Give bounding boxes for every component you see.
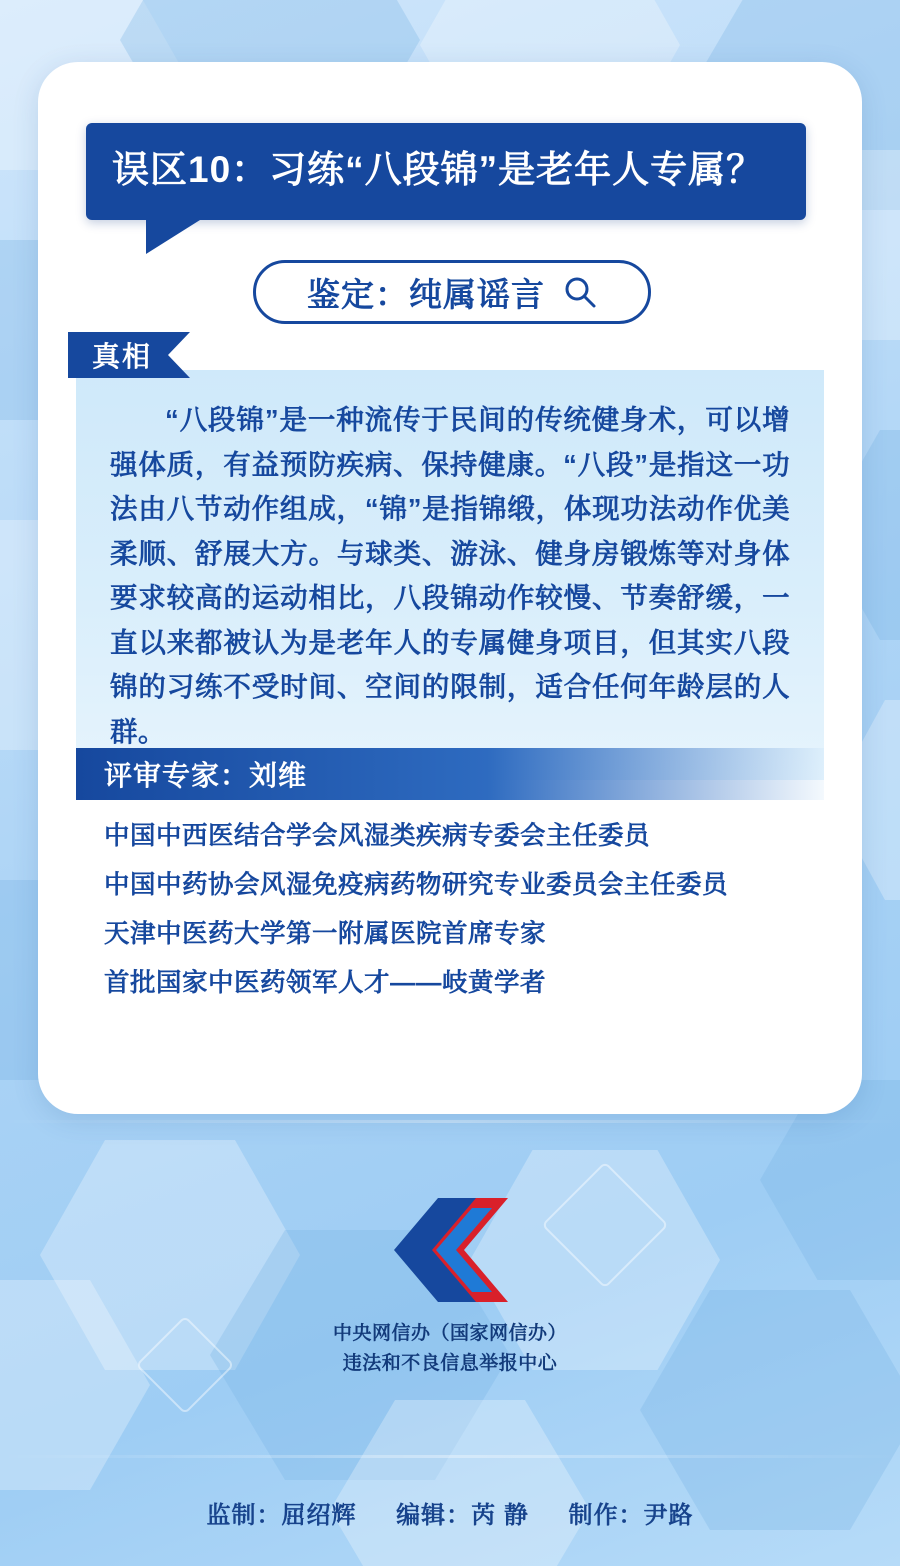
list-item: 中国中药协会风湿免疫病药物研究专业委员会主任委员	[104, 870, 729, 899]
list-item: 天津中医药大学第一附属医院首席专家	[104, 919, 547, 948]
credits-bar	[0, 1495, 900, 1530]
logo-text-line2: 违法和不良信息举报中心	[342, 1352, 558, 1374]
expert-heading-bar	[76, 748, 824, 800]
logo-text-line1: 中央网信办（国家网信办）	[332, 1323, 567, 1344]
search-icon	[563, 275, 597, 309]
truth-tag-arrow	[168, 332, 190, 378]
banner-tail-shape	[146, 220, 200, 254]
list-item: 中国中西医结合学会风湿类疾病专委会主任委员	[104, 822, 651, 850]
list-item: 首批国家中医药领军人才——岐黄学者	[104, 968, 547, 997]
truth-tag	[68, 332, 190, 378]
credit-editor: 编辑：芮 静	[396, 1502, 529, 1529]
verdict-badge	[253, 260, 651, 324]
truth-body-panel	[76, 370, 824, 780]
credit-designer: 制作：尹路	[568, 1502, 694, 1529]
page-title: 误区10：习练“八段锦”是老年人专属？	[112, 149, 765, 190]
expert-credentials-list	[104, 812, 864, 1008]
expert-heading: 评审专家：刘维	[104, 760, 308, 791]
truth-tag-label: 真相	[68, 332, 168, 378]
report-center-logo-icon	[0, 1190, 900, 1310]
poster-title-banner	[86, 123, 806, 220]
organization-logo-block	[0, 1190, 900, 1377]
credit-producer: 监制：屈绍辉	[206, 1502, 357, 1529]
truth-body-text: “八段锦”是一种流传于民间的传统健身术，可以增强体质，有益预防疾病、保持健康。“八段”是指这一功法由八节动作组成，“锦”是指锦缎，体现功法动作优美柔顺、舒展大方。与球类、游泳、健身房锻炼等对身体要求较高的运动相比，八段锦动作较慢、节奏舒缓，一直以来都被认为是老年人的专属健身项目，但其实八段锦的习练不受时间、空间的限制，适合任何年龄层的人群。	[110, 404, 790, 747]
verdict-label: 鉴定：纯属谣言	[307, 275, 545, 313]
